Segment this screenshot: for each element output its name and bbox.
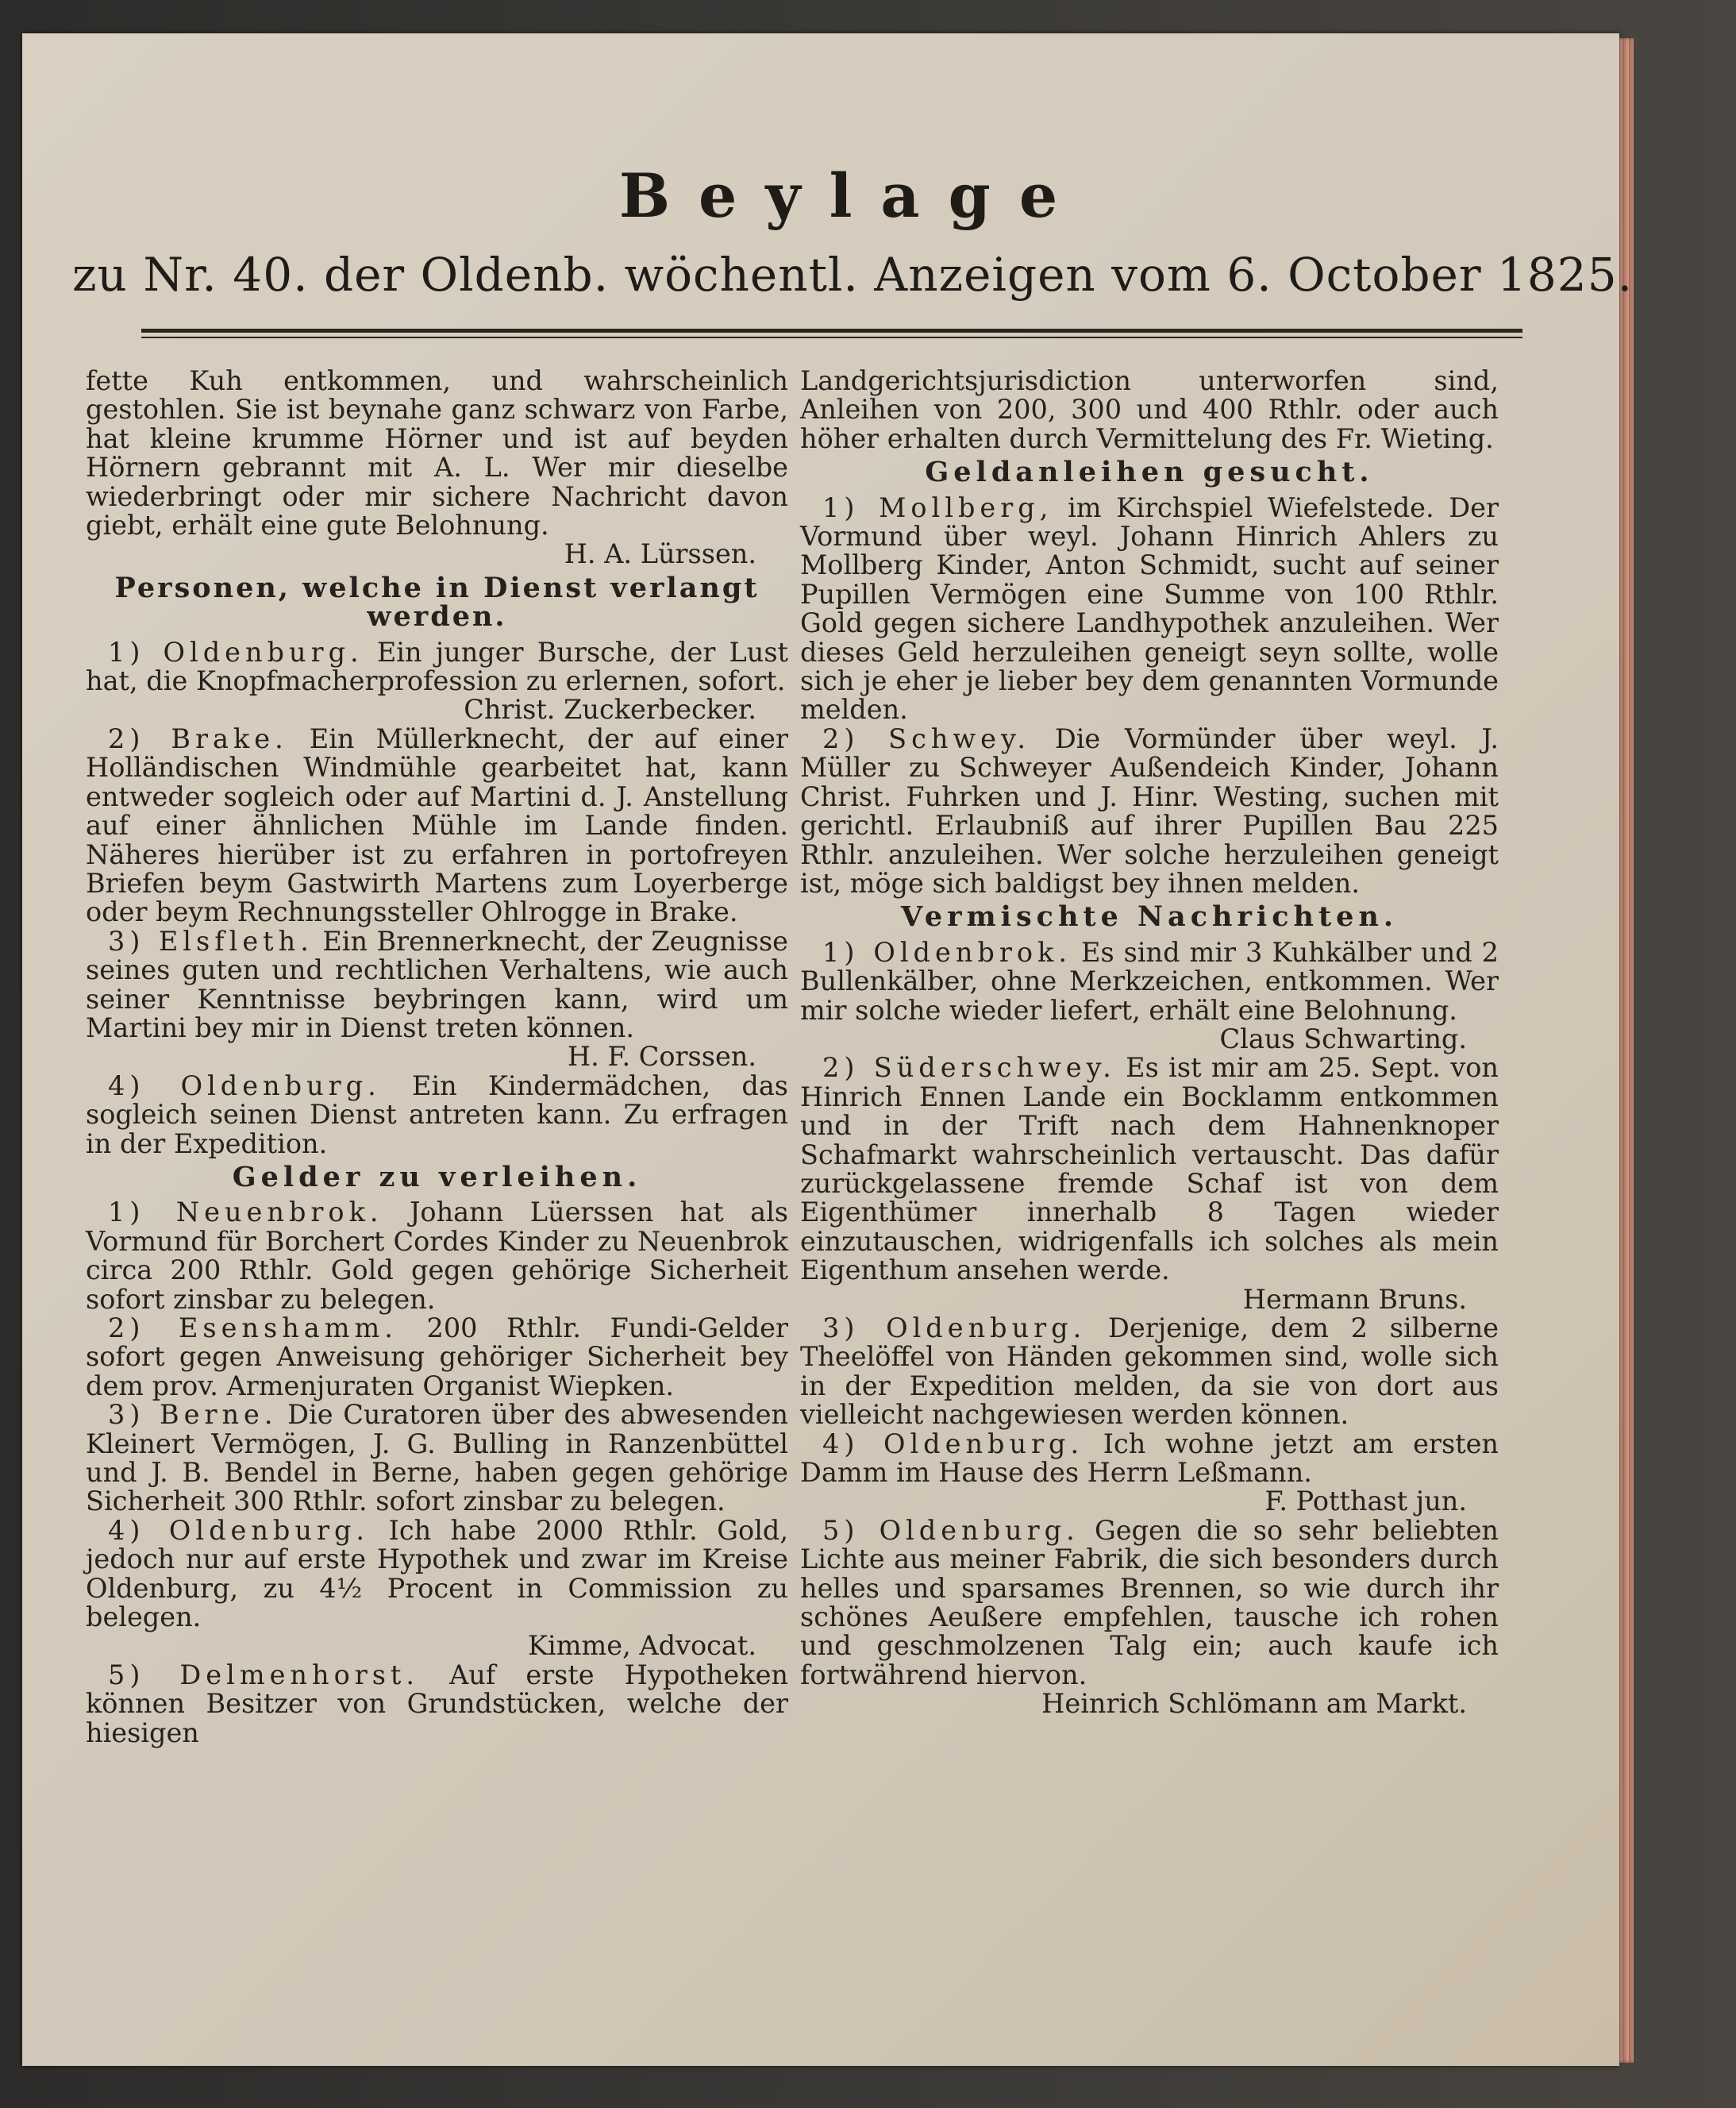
continuation-paragraph: Landgerichtsjurisdiction unterworfen sind, Anleihen von 200, 300 und 400 Rthlr. oder auch höher erhalten durch Vermittelung des Fr. Wieting. bbox=[800, 365, 1499, 454]
notice-text: Gegen die so sehr beliebten Lichte aus meiner Fabrik, die sich besonders durch helles und sparsames Brennen, so wie durch ihr schönes Aeußere empfehlen, tausche ich rohen und geschmolzenen Talg ein; auch kaufe ich fortwährend hiervon. bbox=[800, 1514, 1499, 1690]
notice-item bbox=[86, 1661, 788, 1748]
section-heading-dienst: Personen, welche in Dienst verlangt werden. bbox=[114, 571, 760, 634]
notice-place: 3) Oldenburg. bbox=[822, 1312, 1087, 1343]
page-title: Beylage bbox=[618, 160, 1087, 231]
notice-place: 2) Süderschwey. bbox=[822, 1052, 1116, 1084]
notice-item bbox=[86, 1516, 788, 1632]
notice-item bbox=[800, 1430, 1499, 1488]
header-rule-thin bbox=[141, 337, 1522, 338]
notice-text: Johann Lüerssen hat als Vormund für Borchert Cordes Kinder zu Neuenbrok circa 200 Rthlr. Gold gegen gehörige Sicherheit sofort zinsbar zu belegen. bbox=[86, 1197, 788, 1315]
notice-place: 1) Mollberg, bbox=[822, 491, 1053, 523]
notice-place: 5) Delmenhorst. bbox=[108, 1659, 420, 1690]
right-column bbox=[800, 367, 1499, 1719]
page-subtitle: zu Nr. 40. der Oldenb. wöchentl. Anzeigen vom 6. October 1825. bbox=[71, 248, 1634, 302]
notice-text: Ich habe 2000 Rthlr. Gold, jedoch nur auf erste Hypothek und zwar im Kreise Oldenburg, zu 4½ Procent in Commission zu belegen. bbox=[86, 1514, 789, 1633]
notice-text: Ich wohne jetzt am ersten Damm im Hause des Herrn Leßmann. bbox=[800, 1428, 1499, 1489]
notice-place: 1) Neuenbrok. bbox=[108, 1197, 383, 1228]
notice-item bbox=[86, 1069, 788, 1159]
left-column bbox=[86, 367, 788, 1748]
notice-signature: Claus Schwarting. bbox=[1219, 1023, 1467, 1054]
notice-text: Es ist mir am 25. Sept. von Hinrich Ennen Lande ein Bocklamm entkommen und in der Trift nach dem Hahnenknoper Schafmarkt wahrscheinlich vertauscht. Das dafür zurückgelassene fremde Schaf ist von dem Eigenthümer innerhalb 8 Tagen wieder einzutauschen, widrigenfalls ich solches als mein Eigenthum ansehen werde. bbox=[800, 1052, 1499, 1286]
notice-item bbox=[800, 491, 1499, 726]
masthead bbox=[22, 160, 1619, 231]
notice-place: 4) Oldenburg. bbox=[822, 1428, 1084, 1459]
notice-signature: F. Potthast jun. bbox=[1264, 1486, 1467, 1517]
newspaper-page bbox=[22, 33, 1634, 2066]
notice-place: 2) Brake. bbox=[108, 723, 288, 754]
notice-item bbox=[86, 725, 788, 927]
notice-item bbox=[86, 638, 788, 696]
section-heading-vermischte: Vermischte Nachrichten. bbox=[900, 900, 1399, 934]
notice-item bbox=[800, 1054, 1499, 1285]
notice-text: Ein Brennerknecht, der Zeugnisse seines guten und rechtlichen Verhaltens, wie auch seiner Kenntnisse beybringen kann, wird um Martini bey mir in Dienst treten können. bbox=[86, 925, 788, 1043]
notice-item bbox=[86, 927, 788, 1043]
notice-item bbox=[800, 725, 1499, 898]
notice-text: Derjenige, dem 2 silberne Theelöffel von Händen gekommen sind, wolle sich in der Expedition melden, da sie von dort aus vielleicht nachgewiesen werden können. bbox=[800, 1312, 1499, 1431]
notice-text: Es sind mir 3 Kuhkälber und 2 Bullenkälber, ohne Merkzeichen, entkommen. Wer mir solche wieder liefert, erhält eine Belohnung. bbox=[800, 936, 1499, 1026]
notice-signature: Heinrich Schlömann am Markt. bbox=[1041, 1688, 1467, 1720]
intro-paragraph: fette Kuh entkommen, und wahrscheinlich gestohlen. Sie ist beynahe ganz schwarz von Farbe, hat kleine krumme Hörner und ist auf beyden Hörnern gebrannt mit A. L. Wer mir dieselbe wiederbringt oder mir sichere Nachricht davon giebt, erhält eine gute Belohnung. bbox=[86, 365, 788, 541]
notice-text: Auf erste Hypotheken können Besitzer von Grundstücken, welche der hiesigen bbox=[86, 1659, 788, 1748]
notice-signature: Kimme, Advocat. bbox=[528, 1630, 756, 1662]
notice-item bbox=[86, 1198, 788, 1314]
notice-signature: Christ. Zuckerbecker. bbox=[464, 694, 756, 726]
notice-text: 200 Rthlr. Fundi-Gelder sofort gegen Anweisung gehöriger Sicherheit bey dem prov. Armenjuraten Organist Wiepken. bbox=[86, 1312, 788, 1401]
notice-item bbox=[86, 1314, 788, 1401]
notice-text: Ein Müllerknecht, der auf einer Holländischen Windmühle gearbeitet hat, kann entweder sogleich oder auf Martini d. J. Anstellung auf einer ähnlichen Mühle im Lande finden. Näheres hierüber ist zu erfahren in portofreyen Briefen beym Gastwirth Martens zum Loyerberge oder beym Rechnungssteller Ohlrogge in Brake. bbox=[86, 723, 788, 928]
notice-place: 1) Oldenburg. bbox=[108, 636, 364, 668]
notice-signature: H. F. Corssen. bbox=[567, 1041, 756, 1073]
notice-place: 4) Oldenburg. bbox=[108, 1069, 381, 1101]
section-heading-gelder: Gelder zu verleihen. bbox=[232, 1160, 642, 1193]
notice-signature: Hermann Bruns. bbox=[1242, 1283, 1467, 1315]
notice-item bbox=[86, 1401, 788, 1516]
notice-text: Ein Kindermädchen, das sogleich seinen Dienst antreten kann. Zu erfragen in der Expedition. bbox=[86, 1069, 788, 1159]
notice-place: 1) Oldenbrok. bbox=[822, 936, 1072, 968]
notice-place: 2) Schwey. bbox=[822, 723, 1031, 754]
notice-place: 4) Oldenburg. bbox=[108, 1514, 370, 1546]
notice-text: Die Vormünder über weyl. J. Müller zu Schweyer Außendeich Kinder, Johann Christ. Fuhrken und J. Hinr. Westing, suchen mit gerichtl. Erlaubniß auf ihrer Pupillen Bau 225 Rthlr. anzuleihen. Wer solche herzuleihen geneigt ist, möge sich baldigst bey ihnen melden. bbox=[800, 723, 1499, 899]
section-heading-geldanleihen: Geldanleihen gesucht. bbox=[925, 456, 1374, 489]
notice-place: 3) Berne. bbox=[108, 1399, 278, 1431]
notice-place: 2) Esenshamm. bbox=[108, 1312, 398, 1343]
notice-place: 3) Elsfleth. bbox=[108, 925, 314, 957]
notice-item bbox=[800, 938, 1499, 1025]
notice-place: 5) Oldenburg. bbox=[822, 1514, 1080, 1546]
header-rule bbox=[141, 329, 1522, 333]
intro-signature: H. A. Lürssen. bbox=[564, 538, 756, 570]
notice-item bbox=[800, 1314, 1499, 1430]
notice-item bbox=[800, 1516, 1499, 1690]
notice-text: im Kirchspiel Wiefelstede. Der Vormund über weyl. Johann Hinrich Ahlers zu Mollberg Kinder, Anton Schmidt, sucht auf seiner Pupillen Vermögen eine Summe von 100 Rthlr. Gold gegen sichere Landhypothek anzuleihen. Wer dieses Geld herzuleihen geneigt seyn sollte, wolle sich je eher je lieber bey dem genannten Vormunde melden. bbox=[800, 491, 1499, 726]
notice-text: Die Curatoren über des abwesenden Kleinert Vermögen, J. G. Bulling in Ranzenbüttel und J. B. Bendel in Berne, haben gegen gehörige Sicherheit 300 Rthlr. sofort zinsbar zu belegen. bbox=[86, 1399, 788, 1517]
notice-text: Ein junger Bursche, der Lust hat, die Knopfmacherprofession zu erlernen, sofort. bbox=[86, 636, 788, 697]
